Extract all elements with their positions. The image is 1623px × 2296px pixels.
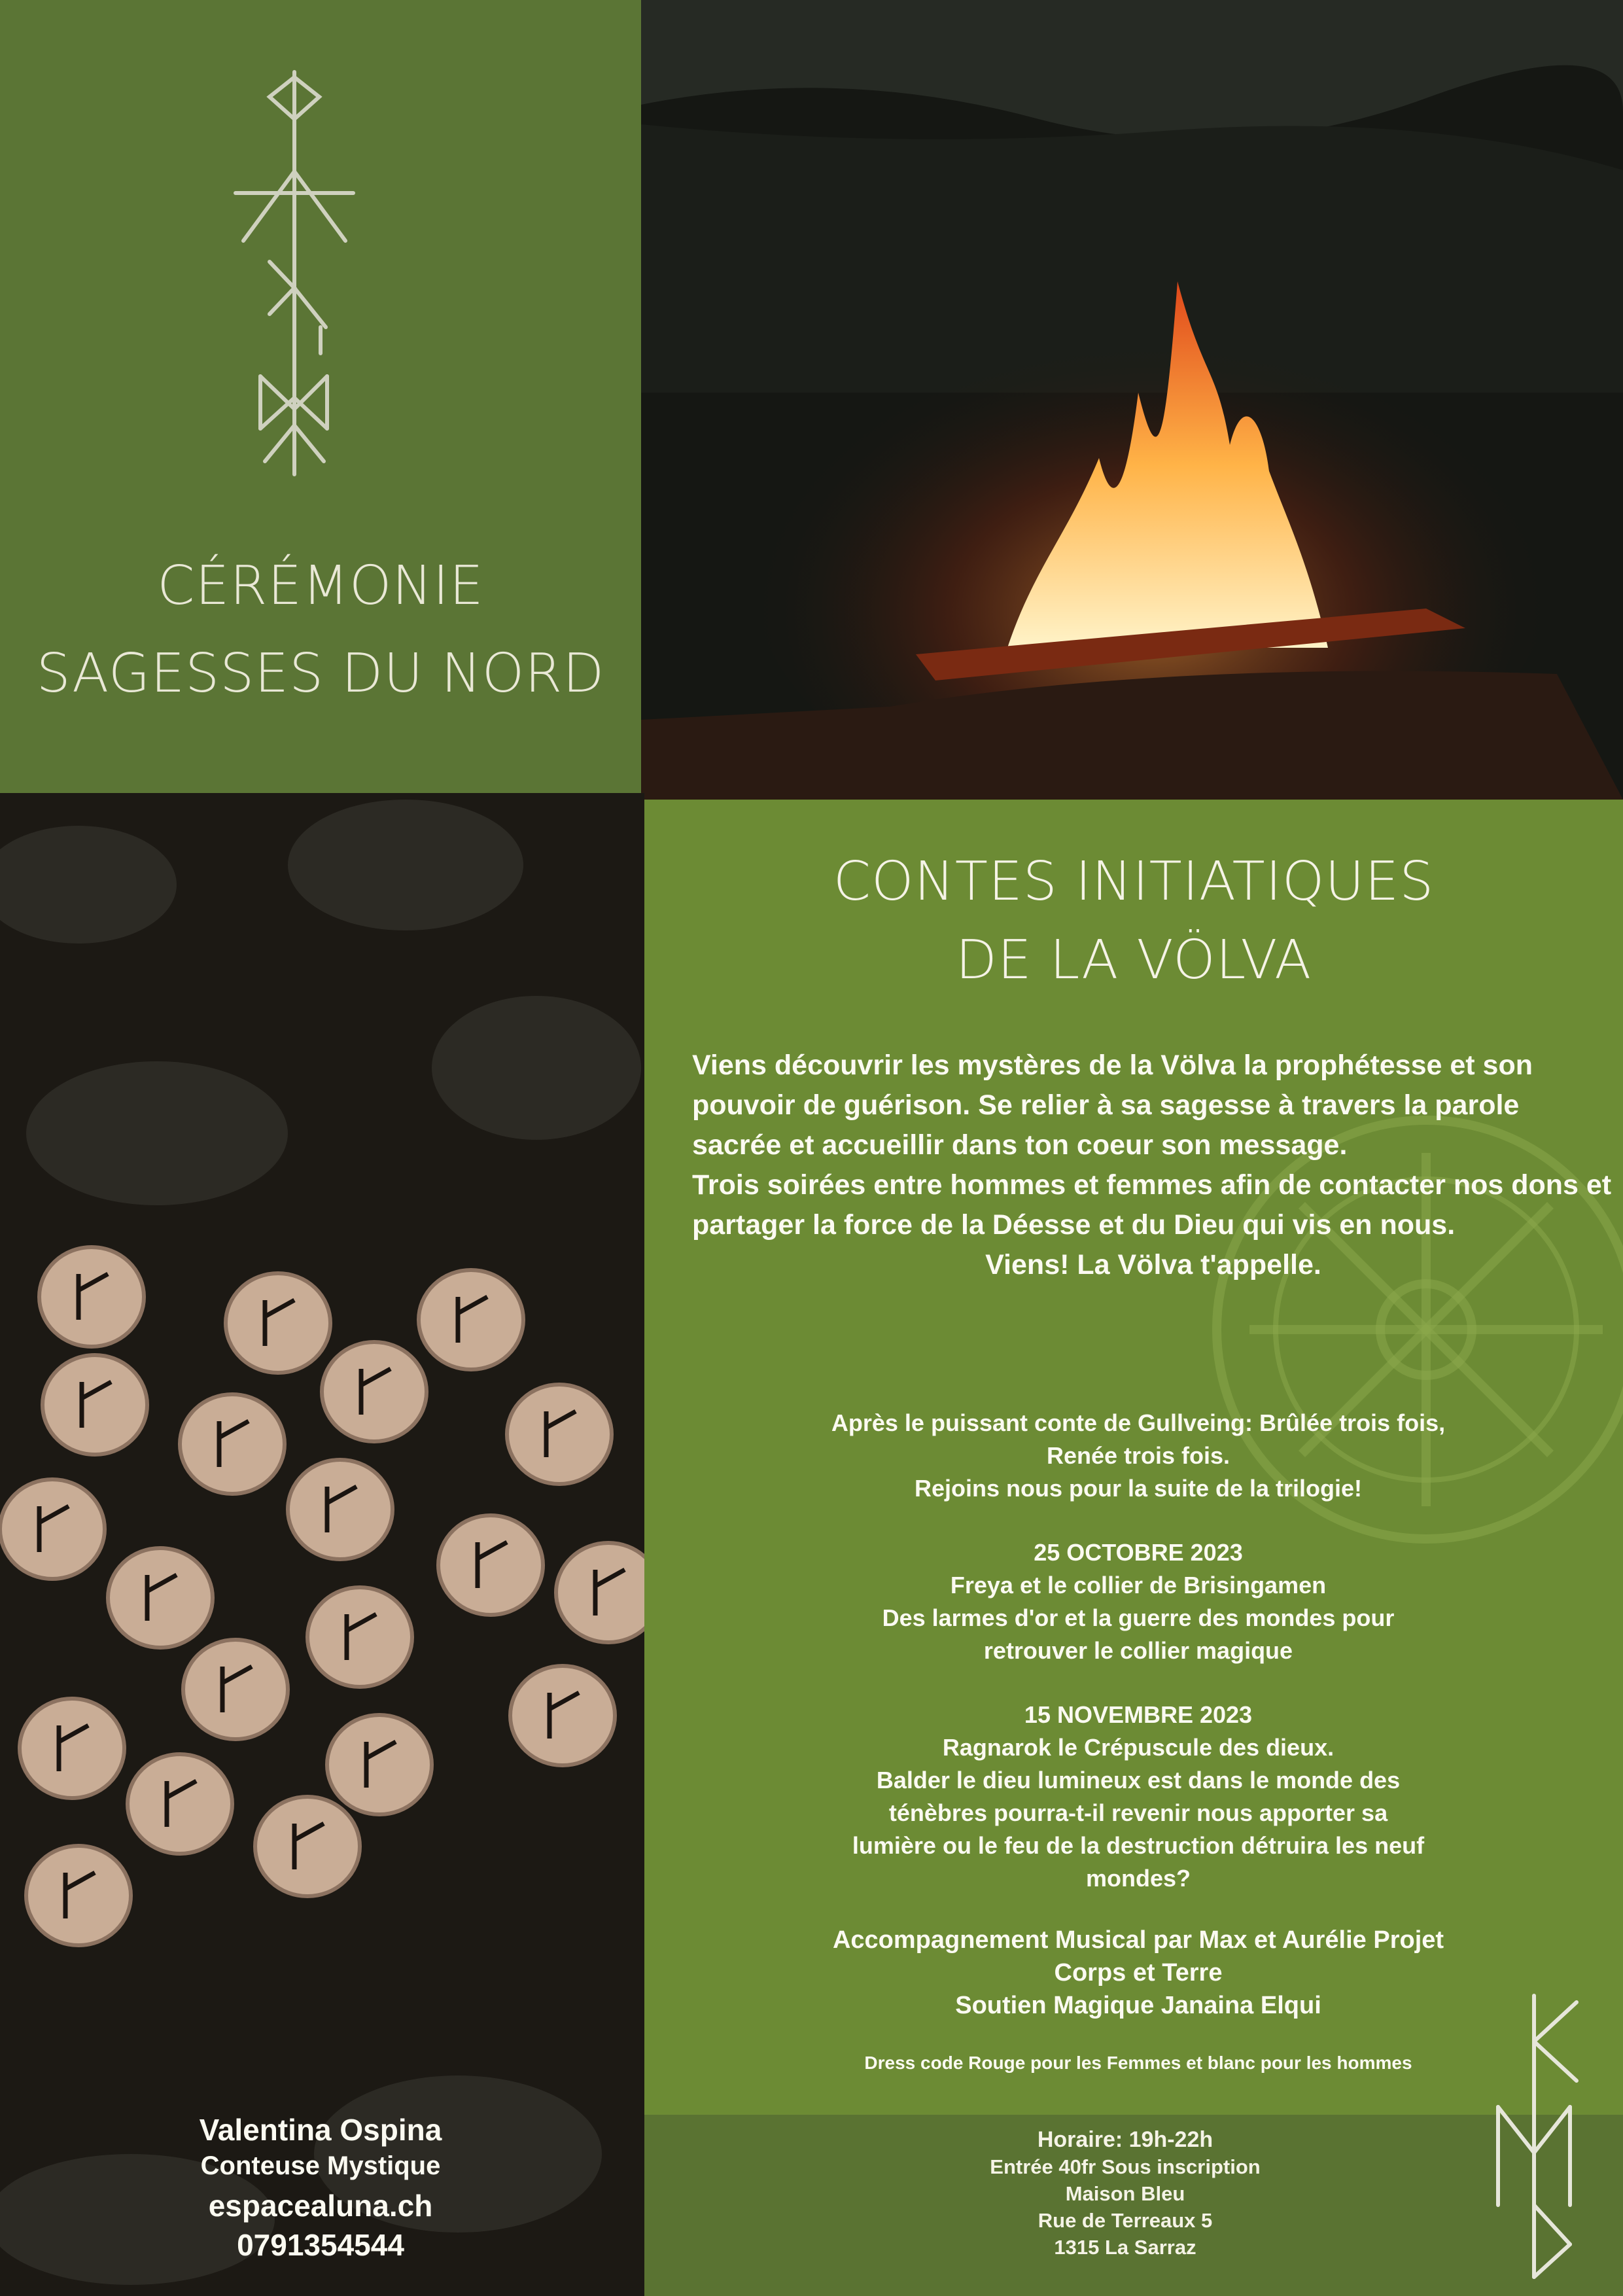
intro-paragraph-2: Trois soirées entre hommes et femmes afin de contacter nos dons et partager la force de la Déesse et du Dieu qui vis en nous. [692,1169,1612,1241]
footer-venue: Maison Bleu [1065,2182,1185,2205]
intro-text [692,1046,1614,1285]
contact-phone[interactable]: 0791354544 [237,2228,404,2262]
event-1-block [772,1536,1505,1667]
footer-hours: Horaire: 19h-22h [1037,2127,1213,2152]
footer-info [903,2127,1348,2261]
recap-line-1: Après le puissant conte de Gullveing: Brûlée trois fois, [831,1409,1446,1436]
event-2-desc-4: mondes? [1085,1865,1191,1892]
intro-paragraph-1: Viens découvrir les mystères de la Völva la prophétesse et son pouvoir de guérison. Se relier à sa sagesse à travers la parole sacrée et accueillir dans ton coeur son message. [692,1050,1533,1161]
title-line-1: CÉRÉMONIE [157,555,484,617]
event-1-desc-1: Des larmes d'or et la guerre des mondes pour [882,1604,1395,1631]
recap-block [772,1407,1505,1505]
recap-line-3: Rejoins nous pour la suite de la trilogie! [914,1475,1363,1502]
contact-role: Conteuse Mystique [200,2151,441,2180]
title-line-2: SAGESSES DU NORD [36,643,605,705]
event-2-title: Ragnarok le Crépuscule des dieux. [942,1734,1335,1761]
contact-website[interactable]: espacealuna.ch [208,2189,433,2223]
event-1-date: 25 OCTOBRE 2023 [1034,1539,1243,1566]
dress-code: Dress code Rouge pour les Femmes et blanc pour les hommes [864,2053,1412,2073]
rune-stones-image [0,793,644,2296]
event-2-desc-1: Balder le dieu lumineux est dans le monde des [876,1767,1401,1793]
event-2-block [772,1699,1505,1895]
event-2-desc-3: lumière ou le feu de la destruction détruira les neuf [852,1832,1425,1859]
recap-line-2: Renée trois fois. [1046,1442,1230,1469]
event-2-date: 15 NOVEMBRE 2023 [1024,1701,1253,1728]
music-line-2: Corps et Terre [1054,1959,1223,1987]
event-1-title: Freya et le collier de Brisingamen [950,1572,1327,1598]
heading-line-1: CONTES INITIATIQUES [833,851,1435,913]
music-line-3: Soutien Magique Janaina Elqui [955,1992,1321,2019]
contact-name: Valentina Ospina [199,2113,442,2147]
campfire-image [641,0,1623,800]
bindrune-icon-small [1472,1989,1603,2284]
title-panel [0,0,641,793]
intro-call: Viens! La Völva t'appelle. [985,1249,1321,1280]
music-block [772,1924,1505,2022]
footer-street: Rue de Terreaux 5 [1038,2209,1213,2232]
music-line-1: Accompagnement Musical par Max et Aurélie Projet [832,1926,1444,1954]
footer-price: Entrée 40fr Sous inscription [990,2155,1261,2178]
event-2-desc-2: ténèbres pourra-t-il revenir nous apporter sa [888,1799,1388,1826]
event-1-desc-2: retrouver le collier magique [983,1637,1293,1664]
footer-city: 1315 La Sarraz [1054,2236,1196,2259]
heading-line-2: DE LA VÖLVA [955,929,1312,991]
